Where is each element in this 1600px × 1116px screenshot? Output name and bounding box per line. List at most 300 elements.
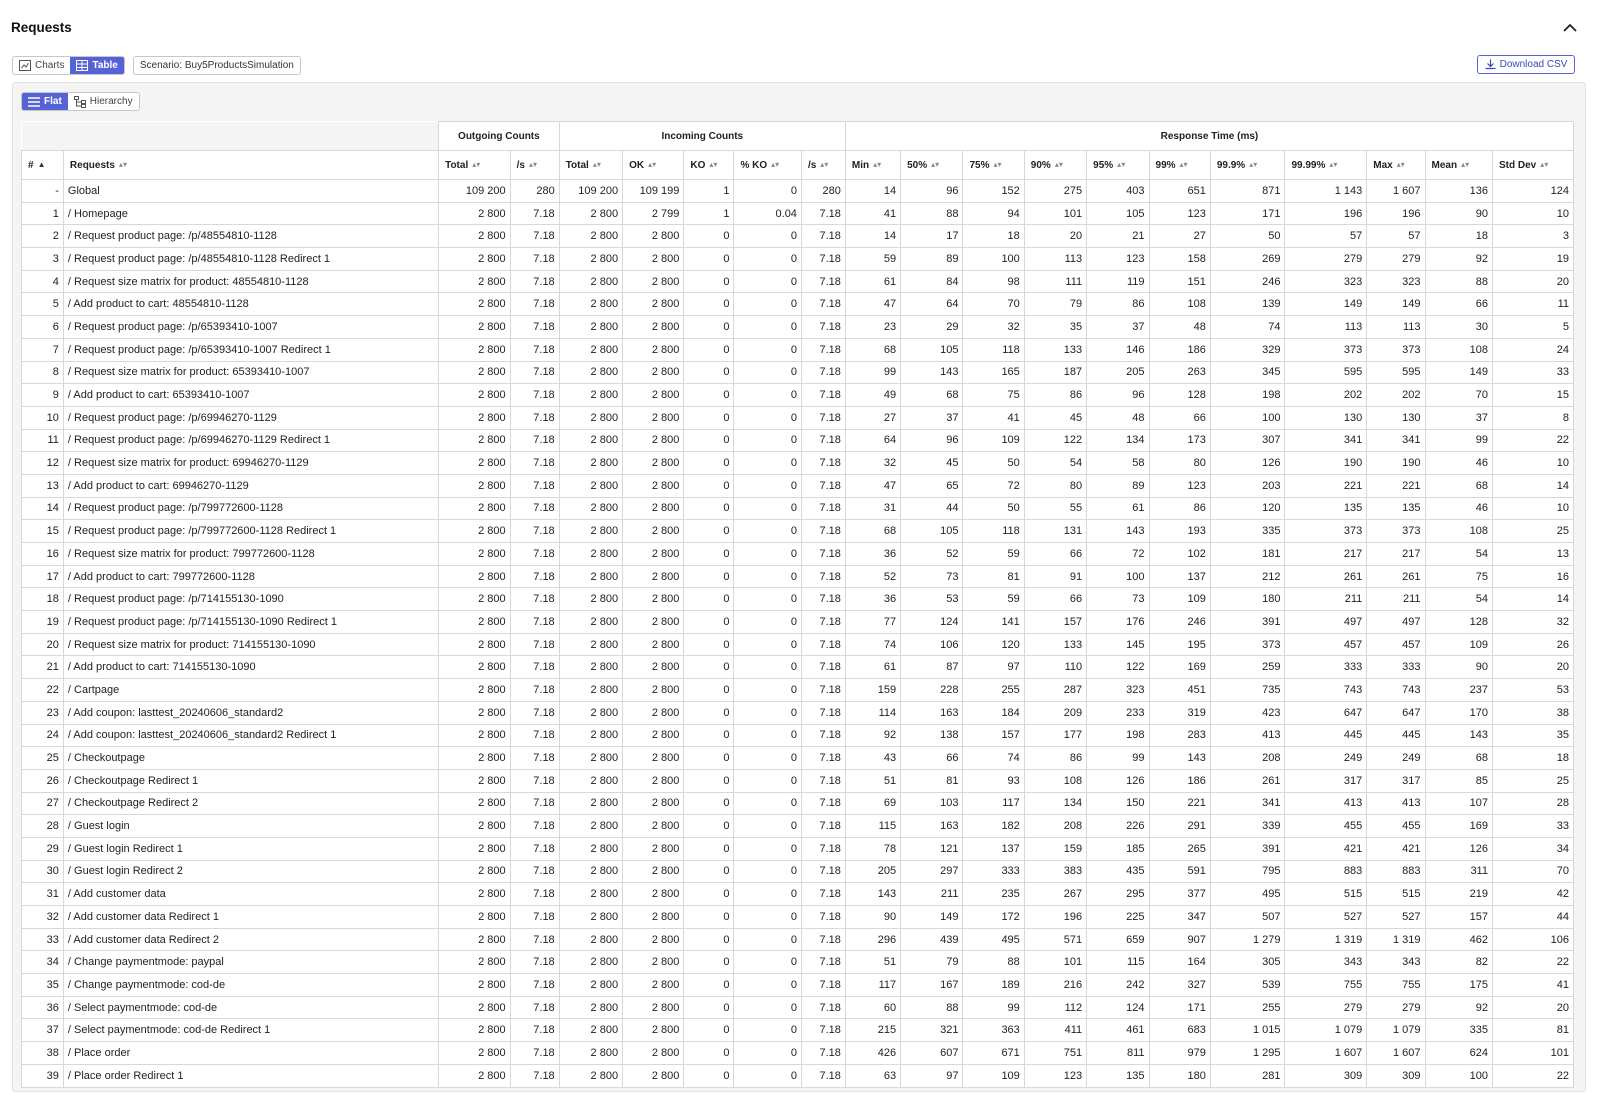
sort-icon: ▴▾	[1461, 160, 1470, 170]
table-row[interactable]	[22, 928, 1574, 951]
table-row[interactable]	[22, 429, 1574, 452]
cell-ok: 2 800	[623, 429, 684, 452]
cell-p99-9: 1 015	[1210, 1019, 1285, 1042]
cell-p75: 59	[963, 588, 1024, 611]
hierarchy-view-button[interactable]	[68, 93, 139, 110]
cell-p99-9: 259	[1210, 656, 1285, 679]
cell-p99-99: 323	[1285, 270, 1367, 293]
cell-index: 19	[22, 611, 64, 634]
table-row[interactable]	[22, 293, 1574, 316]
cell-incoming-rate: 7.18	[801, 543, 845, 566]
cell-p99-99: 130	[1285, 406, 1367, 429]
cell-ko-percent: 0	[734, 815, 801, 838]
cell-ok: 2 800	[623, 497, 684, 520]
cell-ko: 0	[684, 906, 734, 929]
collapse-button[interactable]	[1560, 18, 1580, 38]
cell-outgoing-total: 2 800	[439, 724, 511, 747]
table-row[interactable]	[22, 248, 1574, 271]
cell-index: 16	[22, 543, 64, 566]
table-row[interactable]	[22, 815, 1574, 838]
cell-p75: 50	[963, 452, 1024, 475]
cell-incoming-rate: 7.18	[801, 520, 845, 543]
cell-p99: 263	[1149, 361, 1210, 384]
cell-p50: 96	[901, 429, 963, 452]
cell-requests: / Request size matrix for product: 65393410-1007	[63, 361, 438, 384]
cell-p75: 333	[963, 860, 1024, 883]
cell-outgoing-total: 2 800	[439, 520, 511, 543]
cell-outgoing-rate: 7.18	[510, 384, 559, 407]
cell-p75: 137	[963, 837, 1024, 860]
cell-ko: 0	[684, 747, 734, 770]
cell-requests: / Place order	[63, 1042, 438, 1065]
cell-p99: 221	[1149, 792, 1210, 815]
cell-p95: 86	[1087, 293, 1149, 316]
display-mode-toggle	[12, 56, 125, 75]
sort-icon: ▴▾	[993, 160, 1002, 170]
cell-min: 52	[845, 565, 900, 588]
table-row-global[interactable]	[22, 180, 1574, 203]
cell-requests: / Request size matrix for product: 48554810-1128	[63, 270, 438, 293]
cell-ko: 0	[684, 1042, 734, 1065]
cell-mean: 37	[1425, 406, 1492, 429]
column-header-requests[interactable]	[63, 151, 438, 180]
cell-mean: 624	[1425, 1042, 1492, 1065]
download-csv-button[interactable]	[1477, 55, 1575, 74]
cell-p99: 128	[1149, 384, 1210, 407]
table-row[interactable]	[22, 497, 1574, 520]
cell-outgoing-rate: 7.18	[510, 1042, 559, 1065]
cell-p50: 105	[901, 520, 963, 543]
sort-ascending-icon: ▲	[37, 160, 46, 170]
table-row[interactable]	[22, 724, 1574, 747]
charts-tab[interactable]	[13, 57, 70, 74]
cell-index: 34	[22, 951, 64, 974]
cell-p50: 87	[901, 656, 963, 679]
cell-p75: 255	[963, 679, 1024, 702]
cell-p99: 283	[1149, 724, 1210, 747]
cell-outgoing-rate: 7.18	[510, 1019, 559, 1042]
cell-max: 515	[1367, 883, 1425, 906]
table-tab[interactable]	[70, 57, 123, 74]
cell-p95: 135	[1087, 1064, 1149, 1087]
cell-p75: 165	[963, 361, 1024, 384]
cell-index: 37	[22, 1019, 64, 1042]
column-header-p90[interactable]	[1024, 151, 1086, 180]
cell-min: 41	[845, 202, 900, 225]
table-row[interactable]	[22, 1019, 1574, 1042]
cell-std-dev: 106	[1492, 928, 1573, 951]
column-header-ko-percent[interactable]	[734, 151, 801, 180]
cell-p75: 59	[963, 543, 1024, 566]
cell-incoming-total: 2 800	[559, 769, 622, 792]
cell-ko: 0	[684, 384, 734, 407]
cell-incoming-rate: 7.18	[801, 701, 845, 724]
cell-incoming-total: 2 800	[559, 906, 622, 929]
cell-p99-9: 413	[1210, 724, 1285, 747]
cell-ko-percent: 0	[734, 225, 801, 248]
table-row[interactable]	[22, 270, 1574, 293]
column-header-label: OK	[629, 159, 645, 171]
cell-std-dev: 41	[1492, 974, 1573, 997]
cell-min: 60	[845, 996, 900, 1019]
cell-index: -	[22, 180, 64, 203]
table-row[interactable]	[22, 316, 1574, 339]
column-header-p95[interactable]	[1087, 151, 1149, 180]
column-header-outgoing-total[interactable]	[439, 151, 511, 180]
cell-p95: 185	[1087, 837, 1149, 860]
column-header-min[interactable]	[845, 151, 900, 180]
table-row[interactable]	[22, 883, 1574, 906]
table-row[interactable]	[22, 202, 1574, 225]
cell-std-dev: 10	[1492, 497, 1573, 520]
cell-outgoing-rate: 7.18	[510, 633, 559, 656]
cell-outgoing-total: 2 800	[439, 906, 511, 929]
cell-outgoing-total: 2 800	[439, 951, 511, 974]
cell-p99-99: 279	[1285, 996, 1367, 1019]
cell-p99: 319	[1149, 701, 1210, 724]
cell-max: 202	[1367, 384, 1425, 407]
cell-ko: 0	[684, 316, 734, 339]
cell-incoming-total: 2 800	[559, 225, 622, 248]
cell-mean: 66	[1425, 293, 1492, 316]
cell-max: 341	[1367, 429, 1425, 452]
cell-ok: 2 799	[623, 202, 684, 225]
table-row[interactable]	[22, 769, 1574, 792]
cell-requests: / Request product page: /p/799772600-1128	[63, 497, 438, 520]
cell-incoming-total: 109 200	[559, 180, 622, 203]
table-row[interactable]	[22, 406, 1574, 429]
cell-ok: 2 800	[623, 769, 684, 792]
cell-p99-9: 735	[1210, 679, 1285, 702]
cell-incoming-rate: 7.18	[801, 747, 845, 770]
cell-ko: 0	[684, 452, 734, 475]
column-header-row	[22, 151, 1574, 180]
table-row[interactable]	[22, 656, 1574, 679]
cell-ok: 2 800	[623, 1019, 684, 1042]
cell-outgoing-rate: 7.18	[510, 679, 559, 702]
cell-incoming-rate: 7.18	[801, 384, 845, 407]
cell-ko-percent: 0	[734, 860, 801, 883]
cell-p95: 48	[1087, 406, 1149, 429]
cell-requests: / Add product to cart: 799772600-1128	[63, 565, 438, 588]
cell-p99-99: 261	[1285, 565, 1367, 588]
cell-mean: 149	[1425, 361, 1492, 384]
column-header-incoming-rate[interactable]	[801, 151, 845, 180]
table-row[interactable]	[22, 837, 1574, 860]
cell-ko-percent: 0	[734, 429, 801, 452]
cell-p90: 91	[1024, 565, 1086, 588]
cell-requests: / Request size matrix for product: 69946270-1129	[63, 452, 438, 475]
cell-ko: 0	[684, 996, 734, 1019]
cell-p50: 163	[901, 815, 963, 838]
cell-ko: 0	[684, 270, 734, 293]
cell-incoming-rate: 7.18	[801, 565, 845, 588]
cell-std-dev: 35	[1492, 724, 1573, 747]
cell-p75: 189	[963, 974, 1024, 997]
cell-mean: 46	[1425, 452, 1492, 475]
cell-max: 261	[1367, 565, 1425, 588]
column-header-mean[interactable]	[1425, 151, 1492, 180]
table-row[interactable]	[22, 384, 1574, 407]
cell-index: 11	[22, 429, 64, 452]
cell-min: 14	[845, 225, 900, 248]
cell-outgoing-total: 2 800	[439, 701, 511, 724]
cell-p50: 52	[901, 543, 963, 566]
cell-index: 32	[22, 906, 64, 929]
table-row[interactable]	[22, 951, 1574, 974]
cell-outgoing-total: 2 800	[439, 747, 511, 770]
view-toggle	[21, 92, 140, 111]
cell-requests: / Add product to cart: 714155130-1090	[63, 656, 438, 679]
cell-p95: 461	[1087, 1019, 1149, 1042]
cell-std-dev: 20	[1492, 656, 1573, 679]
column-header-ko[interactable]	[684, 151, 734, 180]
cell-mean: 143	[1425, 724, 1492, 747]
cell-p75: 141	[963, 611, 1024, 634]
cell-mean: 92	[1425, 996, 1492, 1019]
table-row[interactable]	[22, 679, 1574, 702]
cell-index: 2	[22, 225, 64, 248]
cell-ko-percent: 0	[734, 1019, 801, 1042]
table-row[interactable]	[22, 747, 1574, 770]
cell-min: 36	[845, 588, 900, 611]
cell-p90: 66	[1024, 588, 1086, 611]
cell-p90: 216	[1024, 974, 1086, 997]
cell-min: 69	[845, 792, 900, 815]
table-row[interactable]	[22, 338, 1574, 361]
cell-requests: / Request product page: /p/48554810-1128 Redirect 1	[63, 248, 438, 271]
cell-std-dev: 18	[1492, 747, 1573, 770]
table-row[interactable]	[22, 611, 1574, 634]
cell-incoming-total: 2 800	[559, 974, 622, 997]
cell-p75: 184	[963, 701, 1024, 724]
cell-p99-9: 198	[1210, 384, 1285, 407]
cell-p90: 45	[1024, 406, 1086, 429]
cell-min: 215	[845, 1019, 900, 1042]
cell-p50: 121	[901, 837, 963, 860]
cell-std-dev: 22	[1492, 429, 1573, 452]
column-header-std-dev[interactable]	[1492, 151, 1573, 180]
cell-max: 317	[1367, 769, 1425, 792]
cell-incoming-rate: 7.18	[801, 588, 845, 611]
table-row[interactable]	[22, 520, 1574, 543]
cell-p50: 88	[901, 996, 963, 1019]
cell-incoming-total: 2 800	[559, 565, 622, 588]
cell-p99-9: 871	[1210, 180, 1285, 203]
cell-ok: 2 800	[623, 906, 684, 929]
cell-ko: 0	[684, 837, 734, 860]
cell-requests: / Add product to cart: 65393410-1007	[63, 384, 438, 407]
cell-min: 23	[845, 316, 900, 339]
cell-ko-percent: 0	[734, 701, 801, 724]
cell-outgoing-rate: 7.18	[510, 270, 559, 293]
cell-p50: 138	[901, 724, 963, 747]
cell-min: 32	[845, 452, 900, 475]
cell-min: 159	[845, 679, 900, 702]
cell-min: 47	[845, 293, 900, 316]
cell-incoming-rate: 7.18	[801, 429, 845, 452]
cell-requests: / Cartpage	[63, 679, 438, 702]
table-row[interactable]	[22, 452, 1574, 475]
cell-p75: 120	[963, 633, 1024, 656]
table-row[interactable]	[22, 361, 1574, 384]
cell-p99-99: 413	[1285, 792, 1367, 815]
column-header-p99-9[interactable]	[1210, 151, 1285, 180]
cell-p99-9: 339	[1210, 815, 1285, 838]
cell-ok: 2 800	[623, 293, 684, 316]
cell-index: 39	[22, 1064, 64, 1087]
table-row[interactable]	[22, 974, 1574, 997]
table-row[interactable]	[22, 588, 1574, 611]
cell-std-dev: 70	[1492, 860, 1573, 883]
cell-max: 221	[1367, 474, 1425, 497]
table-row[interactable]	[22, 225, 1574, 248]
cell-ok: 2 800	[623, 338, 684, 361]
cell-index: 27	[22, 792, 64, 815]
cell-mean: 88	[1425, 270, 1492, 293]
table-row[interactable]	[22, 1042, 1574, 1065]
column-header-ok[interactable]	[623, 151, 684, 180]
cell-ko-percent: 0	[734, 497, 801, 520]
cell-p90: 267	[1024, 883, 1086, 906]
cell-ko-percent: 0	[734, 974, 801, 997]
cell-p75: 671	[963, 1042, 1024, 1065]
table-row[interactable]	[22, 474, 1574, 497]
cell-outgoing-rate: 7.18	[510, 951, 559, 974]
cell-p50: 439	[901, 928, 963, 951]
download-csv-label: Download CSV	[1499, 59, 1568, 70]
cell-outgoing-rate: 7.18	[510, 996, 559, 1019]
cell-ko-percent: 0	[734, 633, 801, 656]
cell-incoming-rate: 7.18	[801, 906, 845, 929]
table-row[interactable]	[22, 792, 1574, 815]
column-header-p99-99[interactable]	[1285, 151, 1367, 180]
cell-p90: 187	[1024, 361, 1086, 384]
column-header-incoming-total[interactable]	[559, 151, 622, 180]
cell-incoming-total: 2 800	[559, 338, 622, 361]
cell-max: 373	[1367, 338, 1425, 361]
cell-p99: 651	[1149, 180, 1210, 203]
cell-p95: 89	[1087, 474, 1149, 497]
column-header-p99[interactable]	[1149, 151, 1210, 180]
cell-outgoing-rate: 7.18	[510, 928, 559, 951]
cell-p75: 81	[963, 565, 1024, 588]
table-row[interactable]	[22, 633, 1574, 656]
cell-ok: 2 800	[623, 928, 684, 951]
table-row[interactable]	[22, 996, 1574, 1019]
cell-max: 1 607	[1367, 1042, 1425, 1065]
cell-outgoing-rate: 7.18	[510, 202, 559, 225]
cell-ko-percent: 0	[734, 180, 801, 203]
table-row[interactable]	[22, 701, 1574, 724]
cell-mean: 68	[1425, 747, 1492, 770]
cell-p95: 233	[1087, 701, 1149, 724]
table-row[interactable]	[22, 906, 1574, 929]
cell-p99: 171	[1149, 996, 1210, 1019]
cell-p50: 211	[901, 883, 963, 906]
cell-index: 30	[22, 860, 64, 883]
cell-requests: / Add customer data	[63, 883, 438, 906]
table-row[interactable]	[22, 1064, 1574, 1087]
cell-std-dev: 24	[1492, 338, 1573, 361]
cell-p90: 112	[1024, 996, 1086, 1019]
cell-ko: 0	[684, 951, 734, 974]
cell-ko: 0	[684, 361, 734, 384]
cell-ko-percent: 0	[734, 588, 801, 611]
cell-p95: 225	[1087, 906, 1149, 929]
cell-p99-99: 515	[1285, 883, 1367, 906]
cell-mean: 82	[1425, 951, 1492, 974]
cell-ko: 0	[684, 225, 734, 248]
table-row[interactable]	[22, 860, 1574, 883]
cell-p99: 158	[1149, 248, 1210, 271]
cell-ko-percent: 0	[734, 747, 801, 770]
cell-std-dev: 22	[1492, 1064, 1573, 1087]
cell-ko: 0	[684, 928, 734, 951]
cell-p90: 113	[1024, 248, 1086, 271]
cell-p99: 123	[1149, 202, 1210, 225]
cell-incoming-total: 2 800	[559, 270, 622, 293]
flat-view-button[interactable]	[22, 93, 68, 110]
cell-ko-percent: 0	[734, 837, 801, 860]
cell-outgoing-rate: 7.18	[510, 701, 559, 724]
cell-ko-percent: 0	[734, 406, 801, 429]
column-header-max[interactable]	[1367, 151, 1425, 180]
column-header-outgoing-rate[interactable]	[510, 151, 559, 180]
cell-p99-99: 341	[1285, 429, 1367, 452]
cell-ko-percent: 0	[734, 452, 801, 475]
column-header-p50[interactable]	[901, 151, 963, 180]
cell-index: 29	[22, 837, 64, 860]
cell-p99: 164	[1149, 951, 1210, 974]
cell-incoming-total: 2 800	[559, 1064, 622, 1087]
cell-p99-99: 317	[1285, 769, 1367, 792]
cell-p99-9: 261	[1210, 769, 1285, 792]
cell-p75: 109	[963, 429, 1024, 452]
cell-min: 51	[845, 951, 900, 974]
cell-index: 26	[22, 769, 64, 792]
table-row[interactable]	[22, 543, 1574, 566]
cell-incoming-total: 2 800	[559, 701, 622, 724]
column-header-p75[interactable]	[963, 151, 1024, 180]
cell-std-dev: 28	[1492, 792, 1573, 815]
cell-mean: 18	[1425, 225, 1492, 248]
cell-index: 14	[22, 497, 64, 520]
cell-p90: 133	[1024, 633, 1086, 656]
cell-incoming-rate: 7.18	[801, 928, 845, 951]
cell-p99-9: 305	[1210, 951, 1285, 974]
cell-p90: 383	[1024, 860, 1086, 883]
cell-index: 24	[22, 724, 64, 747]
cell-incoming-rate: 7.18	[801, 406, 845, 429]
cell-ko-percent: 0	[734, 316, 801, 339]
cell-std-dev: 13	[1492, 543, 1573, 566]
cell-incoming-rate: 7.18	[801, 1019, 845, 1042]
cell-p50: 17	[901, 225, 963, 248]
cell-p95: 134	[1087, 429, 1149, 452]
scenario-filter[interactable]: Scenario: Buy5ProductsSimulation	[133, 56, 301, 75]
cell-p99-99: 211	[1285, 588, 1367, 611]
cell-ko: 0	[684, 588, 734, 611]
cell-incoming-rate: 7.18	[801, 633, 845, 656]
cell-incoming-rate: 7.18	[801, 248, 845, 271]
cell-outgoing-rate: 7.18	[510, 792, 559, 815]
cell-ko: 0	[684, 792, 734, 815]
cell-ko: 0	[684, 883, 734, 906]
cell-ko-percent: 0	[734, 338, 801, 361]
column-header-index[interactable]	[22, 151, 64, 180]
table-row[interactable]	[22, 565, 1574, 588]
